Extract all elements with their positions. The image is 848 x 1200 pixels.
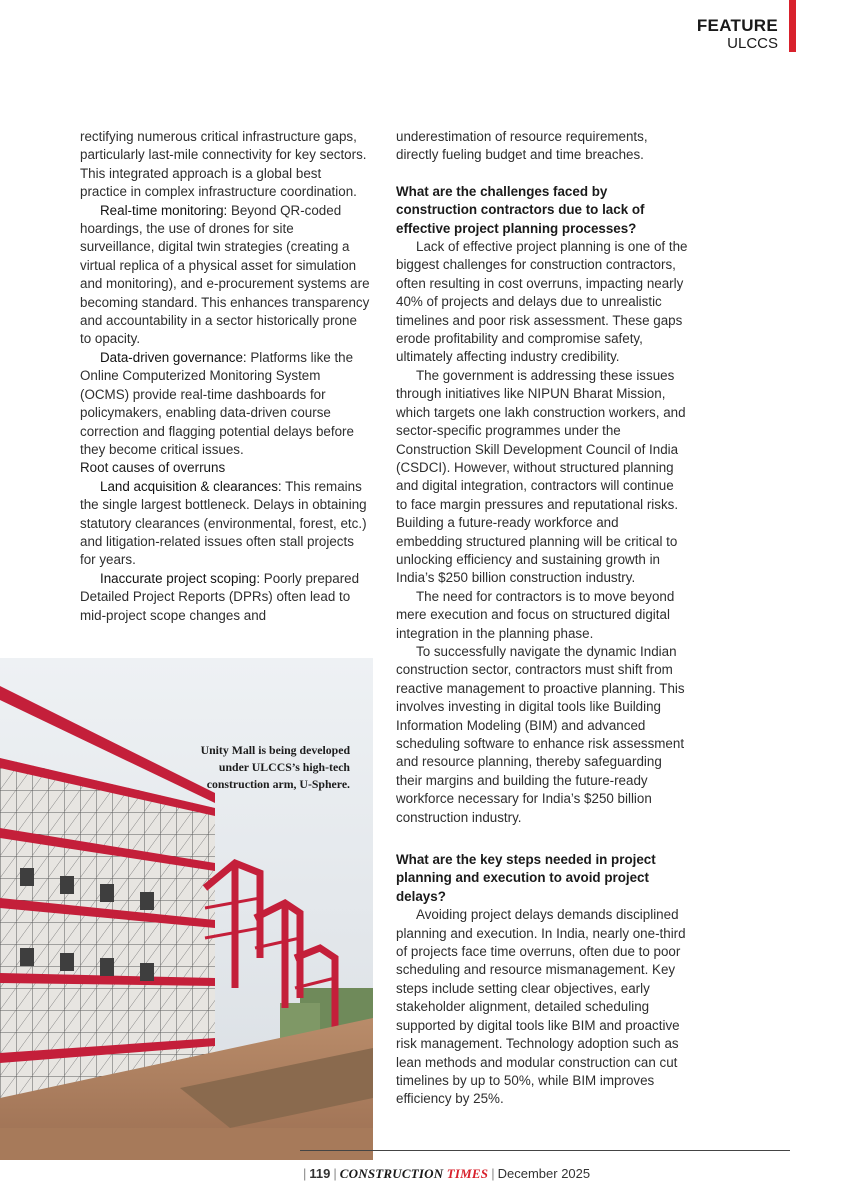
paragraph-project-scoping xyxy=(80,570,370,625)
footer-separator: | xyxy=(333,1166,337,1181)
masthead-logo xyxy=(340,1166,488,1181)
subheading-root-causes: Root causes of overruns xyxy=(80,460,226,476)
section-label: FEATURE xyxy=(696,16,778,35)
paragraph-realtime-monitoring xyxy=(80,202,370,349)
masthead-word-times: TIMES xyxy=(446,1166,489,1181)
construction-site-illustration xyxy=(0,658,373,1160)
footer-separator-left: | xyxy=(303,1166,307,1181)
lead-data-driven-governance: Data-driven governance: xyxy=(100,349,247,365)
section-header xyxy=(697,16,778,52)
construction-site-photo xyxy=(0,658,373,1160)
body-data-driven-governance: Platforms like the Online Computerized Monitoring System (OCMS) provide real-time dashboards for policymakers, enabling data-driven course correction and flagging potential delays before they become critical issues. xyxy=(80,349,354,457)
page-number: 119 xyxy=(309,1166,331,1181)
intro-paragraph: rectifying numerous critical infrastructure gaps, particularly last-mile connectivity for key sectors. This integrated approach is a global best practice in complex infrastructure coordination. xyxy=(80,129,367,200)
answer1-paragraph-2: The government is addressing these issues through initiatives like NIPUN Bharat Mission, which targets one lakh construction workers, and sector-specific programmes under the Construction Skill Development Council of India (CSDCI). However, without structured planning and digital integration, contractors will continue to face margin pressures and reputational risks. Building a future-ready workforce and embedding structured planning will be critical to unlocking efficiency and sustaining growth in India’s $250 billion construction industry. xyxy=(396,367,686,586)
body-project-scoping: Poorly prepared Detailed Project Reports (DPRs) often lead to mid-project scope changes and xyxy=(80,570,360,623)
body-land-acquisition: This remains the single largest bottleneck. Delays in obtaining statutory clearances (environmental, forest, etc.) and litigation-related issues often stall projects for years. xyxy=(80,478,367,568)
photo-caption: Unity Mall is being developed under ULCCS’s high-tech construction arm, U-Sphere. xyxy=(200,743,350,791)
lead-project-scoping: Inaccurate project scoping: xyxy=(100,570,261,586)
footer-separator-right: | xyxy=(491,1166,495,1181)
lead-realtime-monitoring: Real-time monitoring: xyxy=(100,202,228,218)
body-realtime-monitoring: Beyond QR-coded hoardings, the use of drones for site surveillance, digital twin strategies (creating a virtual replica of a physical asset for simulation and monitoring), and e-procurement systems are becoming standard. This enhances transparency and accountability in a sector historically prone to opacity. xyxy=(80,202,370,347)
paragraph-land-acquisition xyxy=(80,478,370,570)
answer1-paragraph-3: The need for contractors is to move beyond mere execution and focus on structured digital integration in the planning phase. xyxy=(396,588,675,641)
issue-date: December 2025 xyxy=(497,1166,591,1181)
continued-paragraph: underestimation of resource requirements, directly fueling budget and time breaches. xyxy=(396,129,648,163)
page-footer xyxy=(300,1166,590,1182)
lead-land-acquisition: Land acquisition & clearances: xyxy=(100,478,282,494)
subsection-label: ULCCS xyxy=(727,35,778,52)
masthead-word-construction: CONSTRUCTION xyxy=(339,1166,444,1181)
answer2-paragraph-1: Avoiding project delays demands disciplined planning and execution. In India, nearly one-third of projects face time overruns, often due to poor scheduling and resource mismanagement. Key steps include setting clear objectives, early stakeholder alignment, detailed scheduling supported by digital tools like BIM and proactive risk management. Technology adoption such as lean methods and modular construction can cut timelines by up to 50%, while BIM improves efficiency by 25%. xyxy=(396,907,686,1107)
paragraph-data-driven-governance xyxy=(80,349,370,459)
answer1-paragraph-4: To successfully navigate the dynamic Indian construction sector, contractors must shift from reactive management to proactive planning. This involves investing in digital tools like Building Information Modeling (BIM) and advanced scheduling software to enhance risk assessment and resource planning, thereby safeguarding their margins and building the future-ready workforce necessary for India’s $250 billion construction industry. xyxy=(396,643,685,825)
answer1-paragraph-1: Lack of effective project planning is one of the biggest challenges for construction contractors, often resulting in cost overruns, impacting nearly 40% of projects and delays due to unrealistic timelines and poor risk assessment. These gaps erode profitability and compromise safety, ultimately affecting industry credibility. xyxy=(396,239,688,365)
feature-accent-bar xyxy=(789,0,796,52)
left-column xyxy=(80,128,370,625)
right-column xyxy=(396,128,688,1109)
question-key-steps: What are the key steps needed in project planning and execution to avoid project delays? xyxy=(396,852,656,904)
question-challenges: What are the challenges faced by construction contractors due to lack of effective project planning processes? xyxy=(396,183,645,236)
footer-divider xyxy=(300,1150,790,1151)
